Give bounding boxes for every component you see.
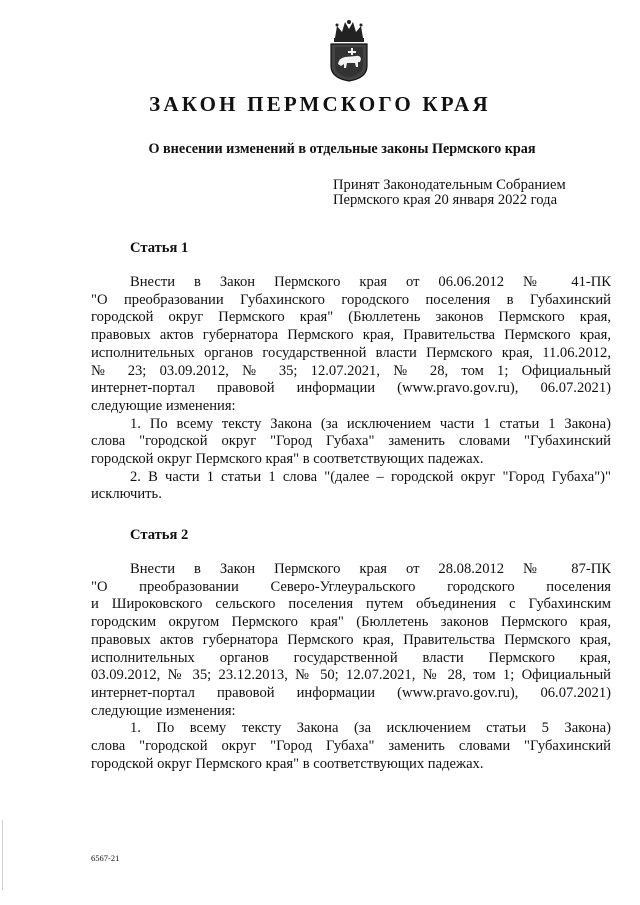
text-line: следующие изменения: <box>91 702 236 719</box>
text-line: интернет-портал правовой информации (www.pravo.gov.ru), 06.07.2021) <box>91 684 611 701</box>
text-line: 1. По всему тексту Закона (за исключением статьи 5 Закона) <box>130 720 611 737</box>
text-line: Внести в Закон Пермского края от 28.08.2012 № 87-ПК <box>130 561 611 577</box>
text-line: Внести в Закон Пермского края от 06.06.2012 № 41-ПК <box>130 274 611 290</box>
text-line: "О преобразовании Губахинского городского поселения в Губахинский <box>91 291 611 308</box>
text-line: 1. По всему тексту Закона (за исключением части 1 статьи 1 Закона) <box>130 415 611 432</box>
perm-krai-coat-of-arms-icon <box>325 18 373 82</box>
text-line: исполнительных органов государственной власти Пермского края, 11.06.2012, <box>91 344 611 361</box>
law-subtitle: О внесении изменений в отдельные законы Пермского края <box>148 141 536 157</box>
text-line: городским округом Пермского края" (Бюллетень законов Пермского края, <box>91 614 611 631</box>
text-line: 2. В части 1 статьи 1 слова "(далее – городской округ "Город Губаха")" <box>130 468 611 485</box>
document-number: 6567-21 <box>91 853 120 863</box>
article-1-text <box>91 274 611 504</box>
adoption-note <box>333 178 566 208</box>
text-line: городской округ Пермского края" в соответствующих падежах. <box>91 755 484 772</box>
article-1-heading: Статья 1 <box>130 240 189 256</box>
adoption-note-line: Принят Законодательным Собранием <box>333 177 566 193</box>
adoption-note-line: Пермского края 20 января 2022 года <box>333 192 558 208</box>
text-line: исключить. <box>91 486 162 503</box>
text-line: исполнительных органов государственной власти Пермского края, <box>91 649 611 666</box>
text-line: и Широковского сельского поселения путем объединения с Губахинским <box>91 596 611 613</box>
text-line: № 23; 03.09.2012, № 35; 12.07.2021, № 28, том 1; Официальный <box>91 362 611 379</box>
text-line: интернет-портал правовой информации (www.pravo.gov.ru), 06.07.2021) <box>91 380 611 397</box>
scan-edge-mark <box>2 820 3 890</box>
text-line: городской округ Пермского края" в соответствующих падежах. <box>91 451 484 468</box>
text-line: следующие изменения: <box>91 397 236 414</box>
text-line: "О преобразовании Северо-Углеуральского городского поселения <box>91 578 611 595</box>
law-title: ЗАКОН ПЕРМСКОГО КРАЯ <box>149 92 491 116</box>
article-2-text <box>91 561 611 773</box>
text-line: правовых актов губернатора Пермского края, Правительства Пермского края, <box>91 631 611 648</box>
text-line: слова "городской округ "Город Губаха" заменить словами "Губахинский <box>91 738 611 755</box>
text-line: 03.09.2012, № 35; 23.12.2013, № 50; 12.07.2021, № 28, том 1; Официальный <box>91 667 611 684</box>
text-line: слова "городской округ "Город Губаха" заменить словами "Губахинский <box>91 433 611 450</box>
text-line: городской округ Пермского края" (Бюллетень законов Пермского края, <box>91 309 611 326</box>
article-2-heading: Статья 2 <box>130 527 189 543</box>
text-line: правовых актов губернатора Пермского края, Правительства Пермского края, <box>91 327 611 344</box>
